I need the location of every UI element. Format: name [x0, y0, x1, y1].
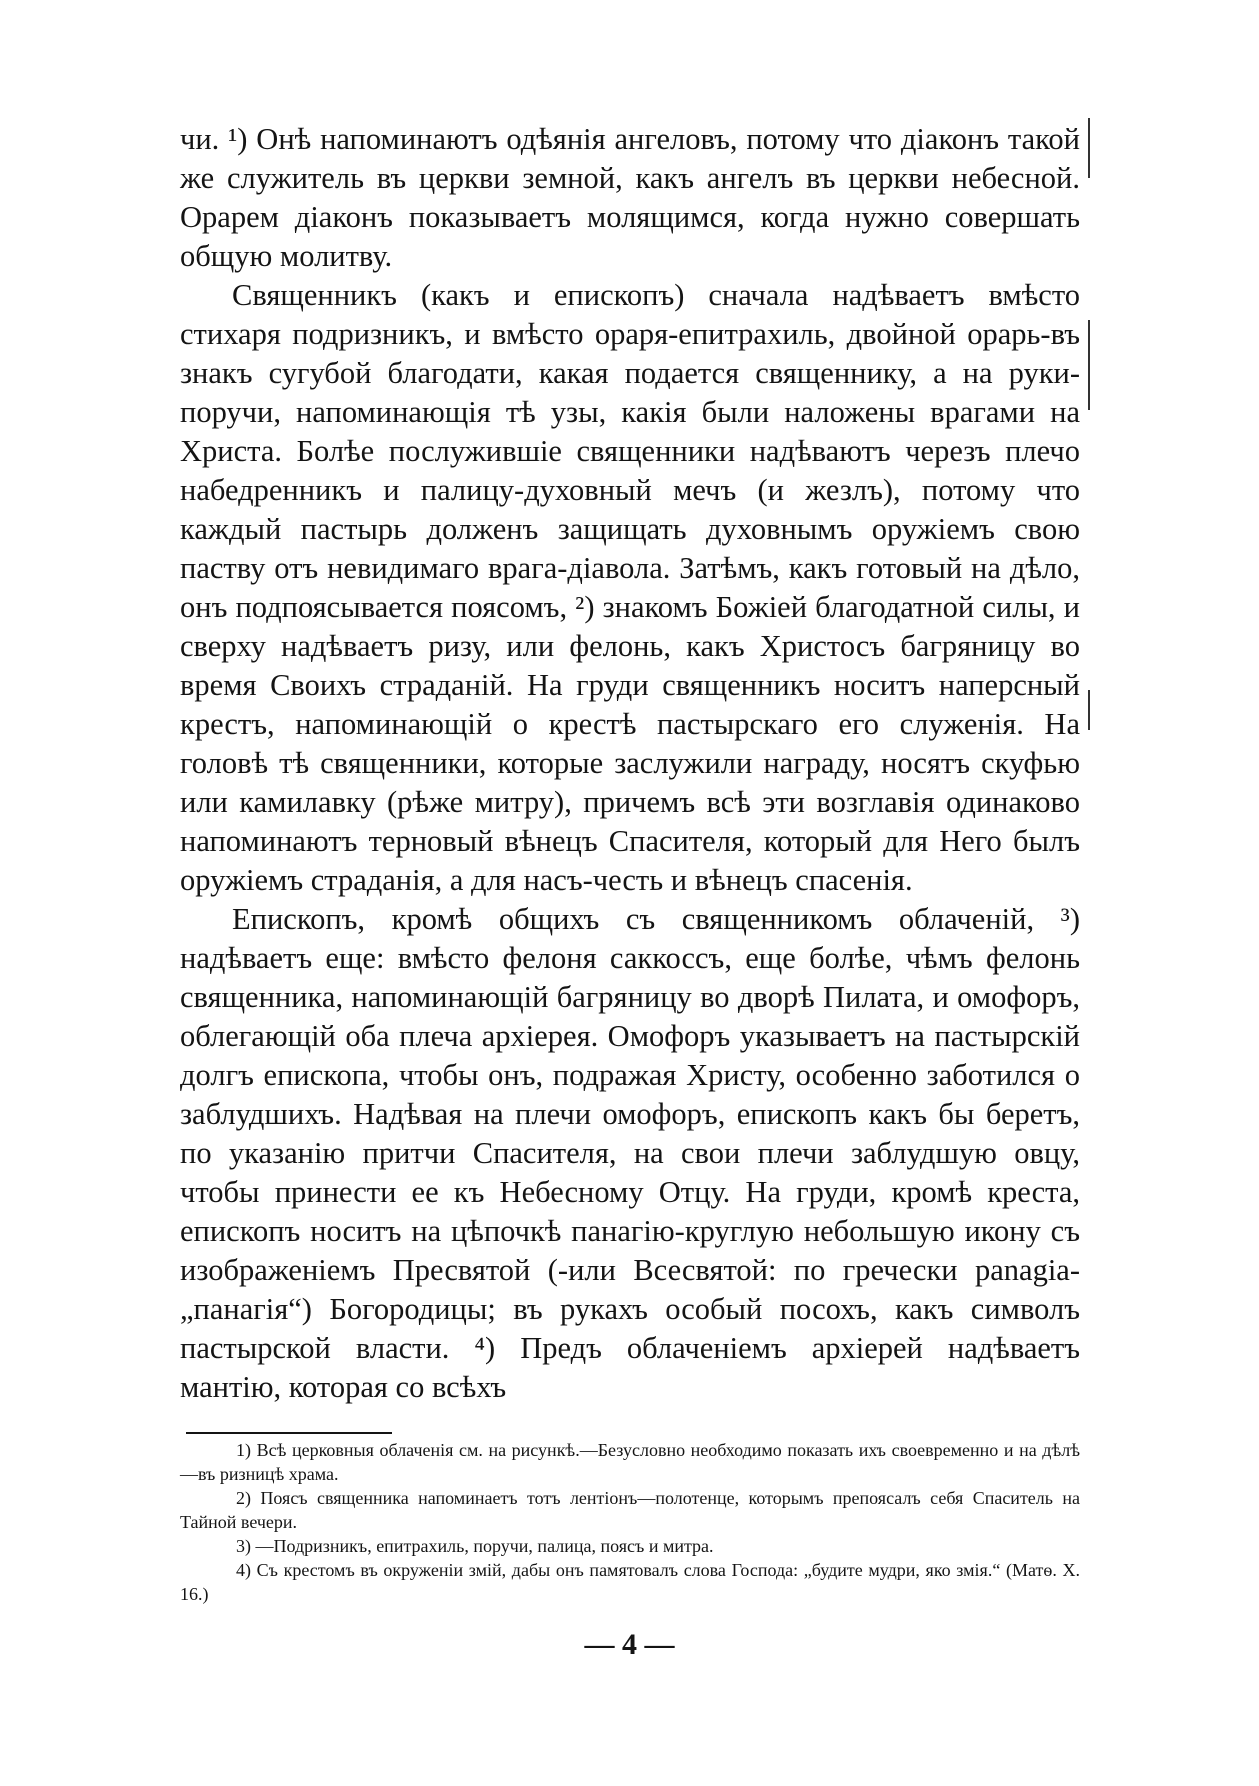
footnote-3: 3) —Подризникъ, епитрахиль, поручи, палица, поясъ и митра.	[236, 1536, 714, 1556]
main-text	[180, 120, 1080, 1407]
scan-edge-mark	[1088, 320, 1090, 410]
footnotes	[180, 1438, 1080, 1606]
footnote-1: 1) Всѣ церковныя облаченія см. на рисункѣ.—Безусловно необходимо показать ихъ своевременно и на дѣлѣ—въ ризницѣ храма.	[180, 1440, 1080, 1484]
footnote-2: 2) Поясъ священника напоминаетъ тотъ лентіонъ—полотенце, которымъ препоясалъ себя Спаситель на Тайной вечери.	[180, 1488, 1080, 1532]
scan-edge-mark	[1088, 118, 1090, 178]
page-number: — 4 —	[584, 1628, 675, 1661]
footnote-separator	[186, 1432, 392, 1434]
footnote-4: 4) Съ крестомъ въ окруженіи змій, дабы онъ памятовалъ слова Господа: „будите мудри, яко змія.“ (Матѳ. X. 16.)	[180, 1560, 1080, 1604]
paragraph-bishop: Епископъ, кромѣ общихъ съ священникомъ облаченій, ³) надѣваетъ еще: вмѣсто фелоня саккоссъ, еще болѣе, чѣмъ фелонь священника, напоминающій багряницу во дворѣ Пилата, и омофоръ, облегающій оба плеча архіерея. Омофоръ указываетъ на пастырскій долгъ епископа, чтобы онъ, подражая Христу, особенно заботился о заблудшихъ. Надѣвая на плечи омофоръ, епископъ какъ бы беретъ, по указанію притчи Спасителя, на свои плечи заблудшую овцу, чтобы принести ее къ Небесному Отцу. На груди, кромѣ креста, епископъ носитъ на цѣпочкѣ панагію-круглую небольшую икону съ изображеніемъ Пресвятой (-или Всесвятой: по гречески panagia-„панагія“) Богородицы; въ рукахъ особый посохъ, какъ символъ пастырской власти. ⁴) Предъ облаченіемъ архіерей надѣваетъ мантію, которая со всѣхъ	[180, 902, 1080, 1404]
paragraph-continuation: чи. ¹) Онѣ напоминаютъ одѣянія ангеловъ, потому что діаконъ такой же служитель въ церкви земной, какъ ангелъ въ церкви небесной. Орарем діаконъ показываетъ молящимся, когда нужно совершать общую молитву.	[180, 122, 1080, 273]
paragraph-priest: Священникъ (какъ и епископъ) сначала надѣваетъ вмѣсто стихаря подризникъ, и вмѣсто ораря-епитрахиль, двойной орарь-въ знакъ сугубой благодати, какая подается священнику, а на руки-поручи, напоминающія тѣ узы, какія были наложены врагами на Христа. Болѣе послужившіе священники надѣваютъ черезъ плечо набедренникъ и палицу-духовный мечъ (и жезлъ), потому что каждый пастырь долженъ защищать духовнымъ оружіемъ свою паству отъ невидимаго врага-діавола. Затѣмъ, какъ готовый на дѣло, онъ подпоясывается поясомъ, ²) знакомъ Божіей благодатной силы, и сверху надѣваетъ ризу, или фелонь, какъ Христосъ багряницу во время Своихъ страданій. На груди священникъ носитъ наперсный крестъ, напоминающій о крестѣ пастырскаго его служенія. На головѣ тѣ священники, которые заслужили награду, носятъ скуфью или камилавку (рѣже митру), причемъ всѣ эти возглавія одинаково напоминаютъ терновый вѣнецъ Спасителя, который для Него былъ оружіемъ страданія, а для насъ-честь и вѣнецъ спасенія.	[180, 278, 1080, 897]
scan-edge-mark	[1088, 690, 1090, 730]
